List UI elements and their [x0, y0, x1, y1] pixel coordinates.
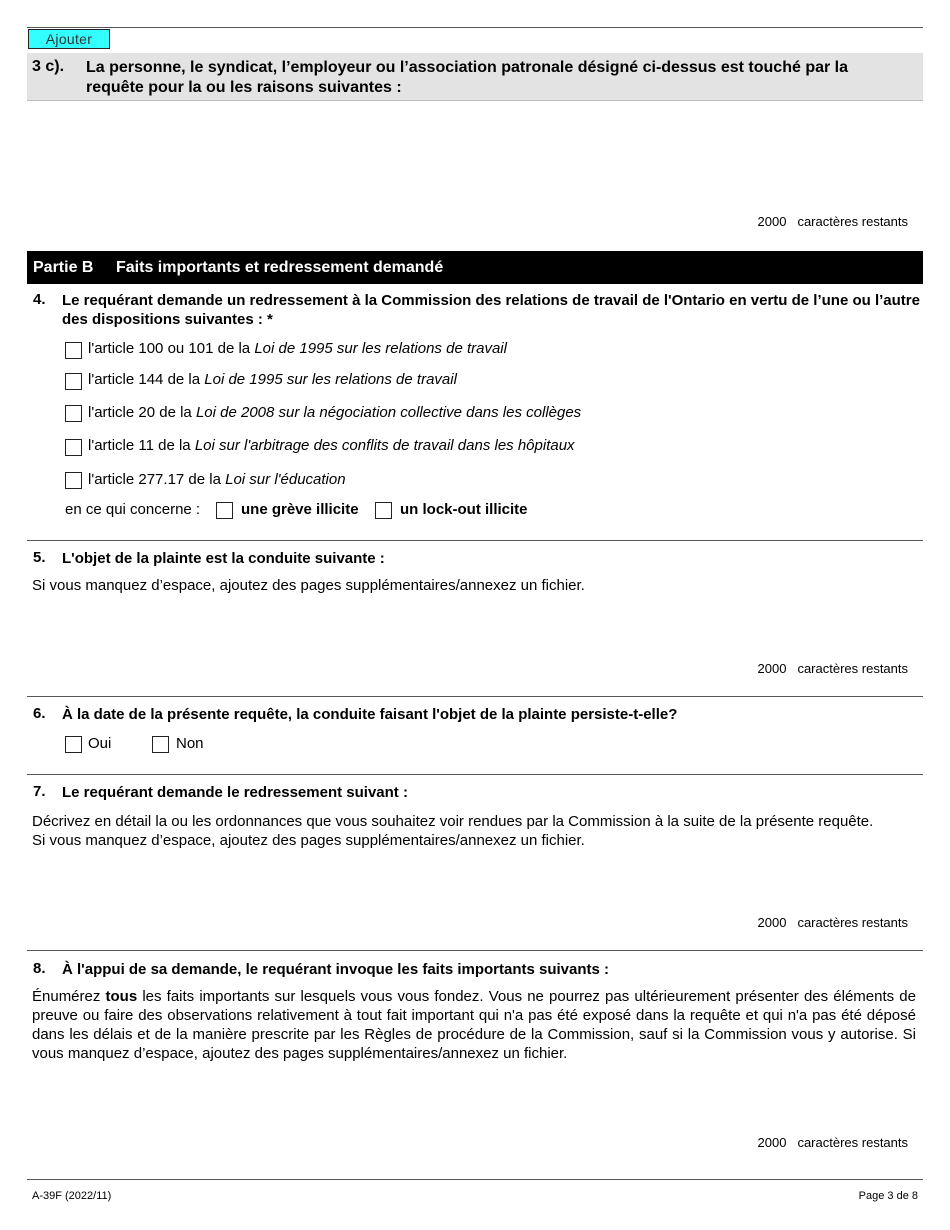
- checkbox-illegal-strike[interactable]: [216, 502, 233, 519]
- divider: [27, 696, 923, 697]
- chars-remaining: 2000 caractères restants: [757, 214, 908, 229]
- q5-number: 5.: [33, 549, 46, 566]
- q8-textarea[interactable]: [27, 1068, 923, 1130]
- q7-textarea[interactable]: [27, 854, 923, 910]
- chars-remaining: 2000 caractères restants: [757, 661, 908, 676]
- chars-remaining: 2000 caractères restants: [757, 915, 908, 930]
- section-3c-header: [27, 53, 923, 101]
- divider: [27, 540, 923, 541]
- q8-question: À l'appui de sa demande, le requérant invoque les faits importants suivants :: [62, 961, 610, 978]
- q5-textarea[interactable]: [27, 598, 923, 656]
- illegal-lockout-label: un lock-out illicite: [400, 501, 528, 518]
- option-label: l'article 20 de la Loi de 2008 sur la négociation collective dans les collèges: [88, 404, 582, 421]
- option-label: l'article 277.17 de la Loi sur l'éducation: [88, 471, 346, 488]
- q7-number: 7.: [33, 783, 46, 800]
- checkbox-article-20[interactable]: [65, 405, 82, 422]
- checkbox-article-100-101[interactable]: [65, 342, 82, 359]
- q7-question: Le requérant demande le redressement suivant :: [62, 784, 408, 801]
- top-rule: [27, 27, 923, 28]
- section-title: La personne, le syndicat, l’employeur ou l’association patronale désigné ci-dessus est touché par la requête pour la ou les raisons suivantes :: [86, 59, 848, 96]
- yes-label: Oui: [88, 735, 112, 752]
- q6-number: 6.: [33, 705, 46, 722]
- chars-remaining: 2000 caractères restants: [757, 1135, 908, 1150]
- q6-question: À la date de la présente requête, la conduite faisant l'objet de la plainte persiste-t-elle?: [62, 706, 678, 723]
- q7-help-line1: Décrivez en détail la ou les ordonnances que vous souhaitez voir rendues par la Commission à la suite de la présente requête.: [32, 813, 874, 830]
- checkbox-no[interactable]: [152, 736, 169, 753]
- checkbox-article-144[interactable]: [65, 373, 82, 390]
- q5-help-text: Si vous manquez d’espace, ajoutez des pages supplémentaires/annexez un fichier.: [32, 577, 585, 594]
- add-button[interactable]: Ajouter: [28, 29, 110, 49]
- q8-number: 8.: [33, 960, 46, 977]
- option-label: l'article 144 de la Loi de 1995 sur les relations de travail: [88, 371, 457, 388]
- no-label: Non: [176, 735, 204, 752]
- q7-help-line2: Si vous manquez d’espace, ajoutez des pages supplémentaires/annexez un fichier.: [32, 832, 585, 849]
- section-number: 3 c).: [32, 58, 65, 75]
- divider: [27, 774, 923, 775]
- checkbox-yes[interactable]: [65, 736, 82, 753]
- checkbox-article-11[interactable]: [65, 439, 82, 456]
- q4-number: 4.: [33, 291, 46, 308]
- checkbox-illegal-lockout[interactable]: [375, 502, 392, 519]
- q5-question: L'objet de la plainte est la conduite suivante :: [62, 550, 385, 567]
- part-title: Faits importants et redressement demandé: [116, 259, 444, 276]
- page-number: Page 3 de 8: [858, 1190, 918, 1202]
- part-label: Partie B: [33, 259, 94, 276]
- q8-help-text: Énumérez tous les faits importants sur lesquels vous vous fondez. Vous ne pourrez pas ultérieurement présenter des éléments de preuve ou faire des observations relativement à tout fait important qui n'a pas été exposé dans la requête et qui n'a pas été déposé dans les délais et de la manière prescrite par les Règles de procédure de la Commission, sauf si la Commission vous y autorise. Si vous manquez d’espace, ajoutez des pages supplémentaires/annexez un fichier.: [32, 988, 916, 1062]
- footer-rule: [27, 1179, 923, 1180]
- section-3c-textarea[interactable]: [27, 102, 923, 210]
- form-id: A-39F (2022/11): [32, 1190, 112, 1202]
- checkbox-article-277-17[interactable]: [65, 472, 82, 489]
- illegal-strike-label: une grève illicite: [241, 501, 359, 518]
- option-label: l'article 11 de la Loi sur l'arbitrage des conflits de travail dans les hôpitaux: [88, 437, 575, 454]
- part-b-header: [27, 251, 923, 284]
- q4-question: Le requérant demande un redressement à la Commission des relations de travail de l'Ontario en vertu de l’une ou l’autre des dispositions suivantes : *: [62, 292, 920, 328]
- divider: [27, 950, 923, 951]
- option-label: l'article 100 ou 101 de la Loi de 1995 sur les relations de travail: [88, 340, 507, 357]
- concern-label: en ce qui concerne :: [65, 501, 201, 518]
